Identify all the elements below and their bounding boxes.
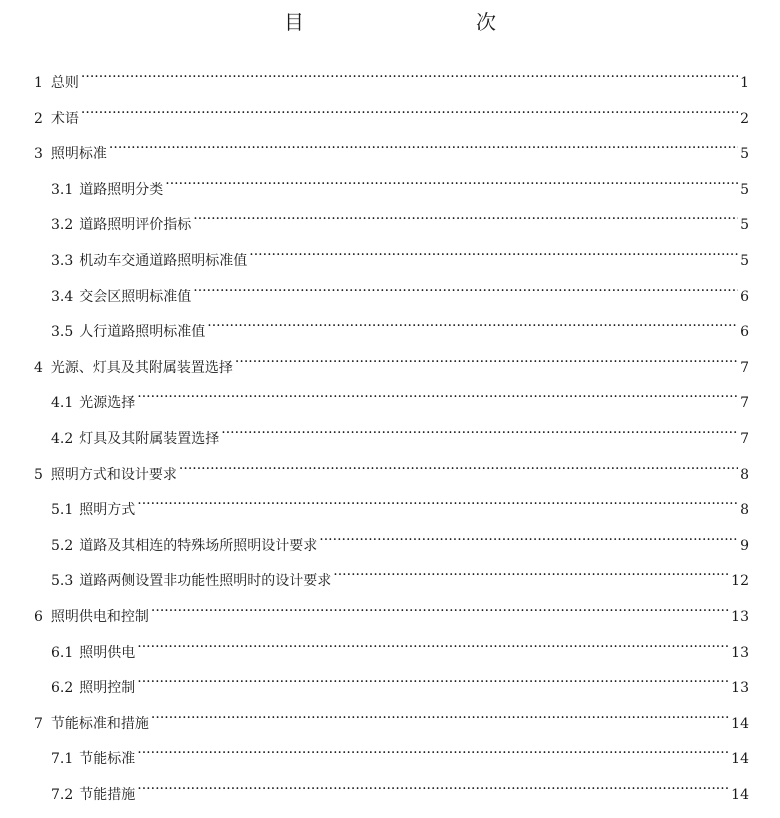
toc-entry-number: 5 [34,466,43,483]
toc-entry-page-number: 13 [731,644,749,661]
toc-entry[interactable] [34,601,749,625]
dot-leader [333,565,729,585]
toc-entry-number: 4.1 [51,395,74,412]
dot-leader [137,387,738,407]
dot-leader [235,352,738,372]
dot-leader [179,459,738,479]
toc-entry-title: 照明供电和控制 [50,609,149,625]
toc-entry-number: 4.2 [51,431,74,447]
toc-entry-page-number: 14 [731,751,749,768]
toc-entry[interactable] [51,245,749,269]
toc-entry[interactable] [51,387,749,412]
toc-entry-number: 7 [34,715,43,732]
dot-leader [221,423,738,443]
toc-entry-title: 照明方式和设计要求 [50,466,177,483]
toc-entry-number: 3.2 [51,217,74,234]
toc-entry-number: 3.5 [51,324,74,341]
toc-entry-title: 照明标准 [50,146,107,163]
toc-entry-title: 照明方式 [79,502,136,519]
dot-leader [81,103,738,123]
toc-entry-page-number: 5 [740,146,749,163]
toc-entry-page-number: 5 [740,181,749,198]
dot-leader [137,672,729,692]
toc-entry[interactable] [51,779,749,803]
toc-entry-title: 光源选择 [79,395,136,412]
toc-entry-title: 节能措施 [79,787,136,803]
toc-entry-number: 4 [34,359,43,376]
toc-entry-title: 光源、灯具及其附属装置选择 [50,359,233,376]
toc-entry-page-number: 13 [731,680,749,697]
toc-entry-page-number: 7 [740,395,749,412]
toc-entry[interactable] [34,459,749,483]
toc-entry-title: 节能标准 [79,751,136,768]
toc-entry-page-number: 5 [740,217,749,234]
toc-entry[interactable] [51,174,749,198]
toc-entry-number: 5.3 [51,573,74,590]
dot-leader [137,743,729,763]
toc-entry-title: 术语 [50,110,79,127]
page-title: 目 次 [284,10,540,34]
toc-entry-number: 7.2 [51,787,74,803]
toc-entry-number: 5.1 [51,502,74,519]
toc-entry-number: 3.4 [51,288,74,305]
toc-entry-number: 1 [34,75,43,91]
toc-entry[interactable] [34,708,749,732]
dot-leader [193,281,738,301]
toc-entry-title: 道路及其相连的特殊场所照明设计要求 [79,537,318,554]
dot-leader [319,530,738,550]
dot-leader [193,209,738,229]
toc-entry-number: 5.2 [51,537,74,554]
toc-entry[interactable] [51,637,749,661]
toc-entry[interactable] [51,316,749,341]
toc-entry-number: 6.1 [51,644,74,661]
toc-entry-page-number: 5 [740,253,749,269]
toc-entry-number: 3 [34,146,43,163]
dot-leader [137,779,729,799]
dot-leader [109,138,738,158]
toc-entry-title: 照明供电 [79,644,136,661]
toc-entry[interactable] [34,67,749,91]
toc-entry-page-number: 8 [740,466,749,483]
dot-leader [151,708,729,728]
toc-entry-page-number: 7 [740,359,749,376]
toc-entry-number: 2 [34,110,43,127]
toc-entry-page-number: 9 [740,537,749,554]
toc-entry-page-number: 13 [731,609,749,625]
toc-entry[interactable] [34,138,749,163]
toc-entry[interactable] [51,743,749,768]
toc-entry-title: 人行道路照明标准值 [79,324,206,341]
toc-entry[interactable] [51,281,749,305]
toc-entry-title: 道路两侧设置非功能性照明时的设计要求 [79,573,332,590]
toc-entry-number: 7.1 [51,751,74,768]
dot-leader [137,494,738,514]
toc-entry[interactable] [51,565,749,590]
toc-entry[interactable] [51,494,749,519]
toc-entry-title: 机动车交通道路照明标准值 [79,253,248,269]
dot-leader [207,316,738,336]
toc-entry-title: 总则 [50,75,79,91]
toc-entry[interactable] [51,423,749,447]
dot-leader [137,637,729,657]
toc-entry-page-number: 1 [740,75,749,91]
toc-entry[interactable] [51,209,749,234]
toc-entry-number: 6.2 [51,680,74,697]
toc-entry-page-number: 7 [740,431,749,447]
dot-leader [165,174,738,194]
toc-entry[interactable] [51,672,749,697]
toc-entry-title: 灯具及其附属装置选择 [79,431,220,447]
toc-entry-title: 道路照明评价指标 [79,217,192,234]
toc-entry-page-number: 2 [740,110,749,127]
toc-entry-number: 3.3 [51,253,74,269]
toc-entry[interactable] [34,103,749,127]
toc-entry-page-number: 8 [740,502,749,519]
toc-entry-number: 3.1 [51,181,74,198]
toc-entry-title: 节能标准和措施 [50,715,149,732]
toc-entry-page-number: 14 [731,715,749,732]
toc-entry-title: 照明控制 [79,680,136,697]
toc-entry[interactable] [51,530,749,554]
dot-leader [151,601,729,621]
toc-entry-number: 6 [34,609,43,625]
toc-entry[interactable] [34,352,749,376]
toc-entry-page-number: 12 [731,573,749,590]
toc-entry-page-number: 6 [740,324,749,341]
dot-leader [249,245,738,265]
toc-entry-page-number: 6 [740,288,749,305]
dot-leader [81,67,738,87]
toc-entry-title: 交会区照明标准值 [79,288,192,305]
toc-entry-title: 道路照明分类 [79,181,164,198]
toc-entry-page-number: 14 [731,787,749,803]
